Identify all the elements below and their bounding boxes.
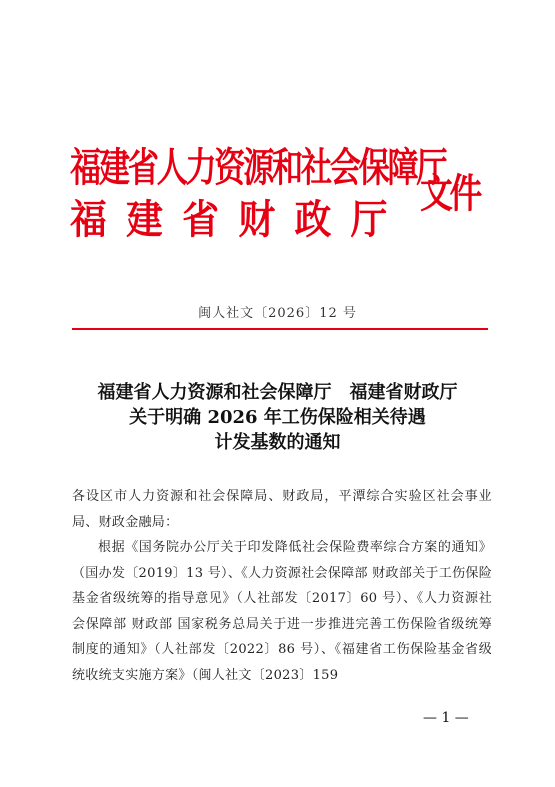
title-line-2: 关于明确 2026 年工伤保险相关待遇 [129,407,426,428]
issuer-line-1: 福建省人力资源和社会保障厅 [70,144,446,191]
document-title [0,380,555,455]
body-paragraph-1: 根据《国务院办公厅关于印发降低社会保险费率综合方案的通知》（国办发〔2019〕13 号）、《人力资源社会保障部 财政部关于工伤保险基金省级统筹的指导意见》（人社部发〔2017〕60 号）、《人力资源社会保障部 财政部 国家税务总局关于进一步推进完善工伤保险省级统筹制度的通知》（人社部发〔2022〕86 号）、《福建省工伤保险基金省级统收统支实施方案》（闽人社文〔2023〕159 [72,540,492,683]
issuer-line-2: 福建省财政厅 [70,196,407,243]
title-line-1: 福建省人力资源和社会保障厅 福建省财政厅 [97,382,458,403]
salutation: 各设区市人力资源和社会保障局、财政局，平潭综合实验区社会事业局、财政金融局： [72,489,492,530]
red-divider-line [72,328,488,330]
title-line-3: 计发基数的通知 [214,432,341,453]
document-type-suffix: 文件 [420,170,480,217]
document-body [72,484,492,688]
page-number: — 1 — [423,710,469,726]
document-number: 闽人社文〔2026〕12 号 [198,306,357,321]
